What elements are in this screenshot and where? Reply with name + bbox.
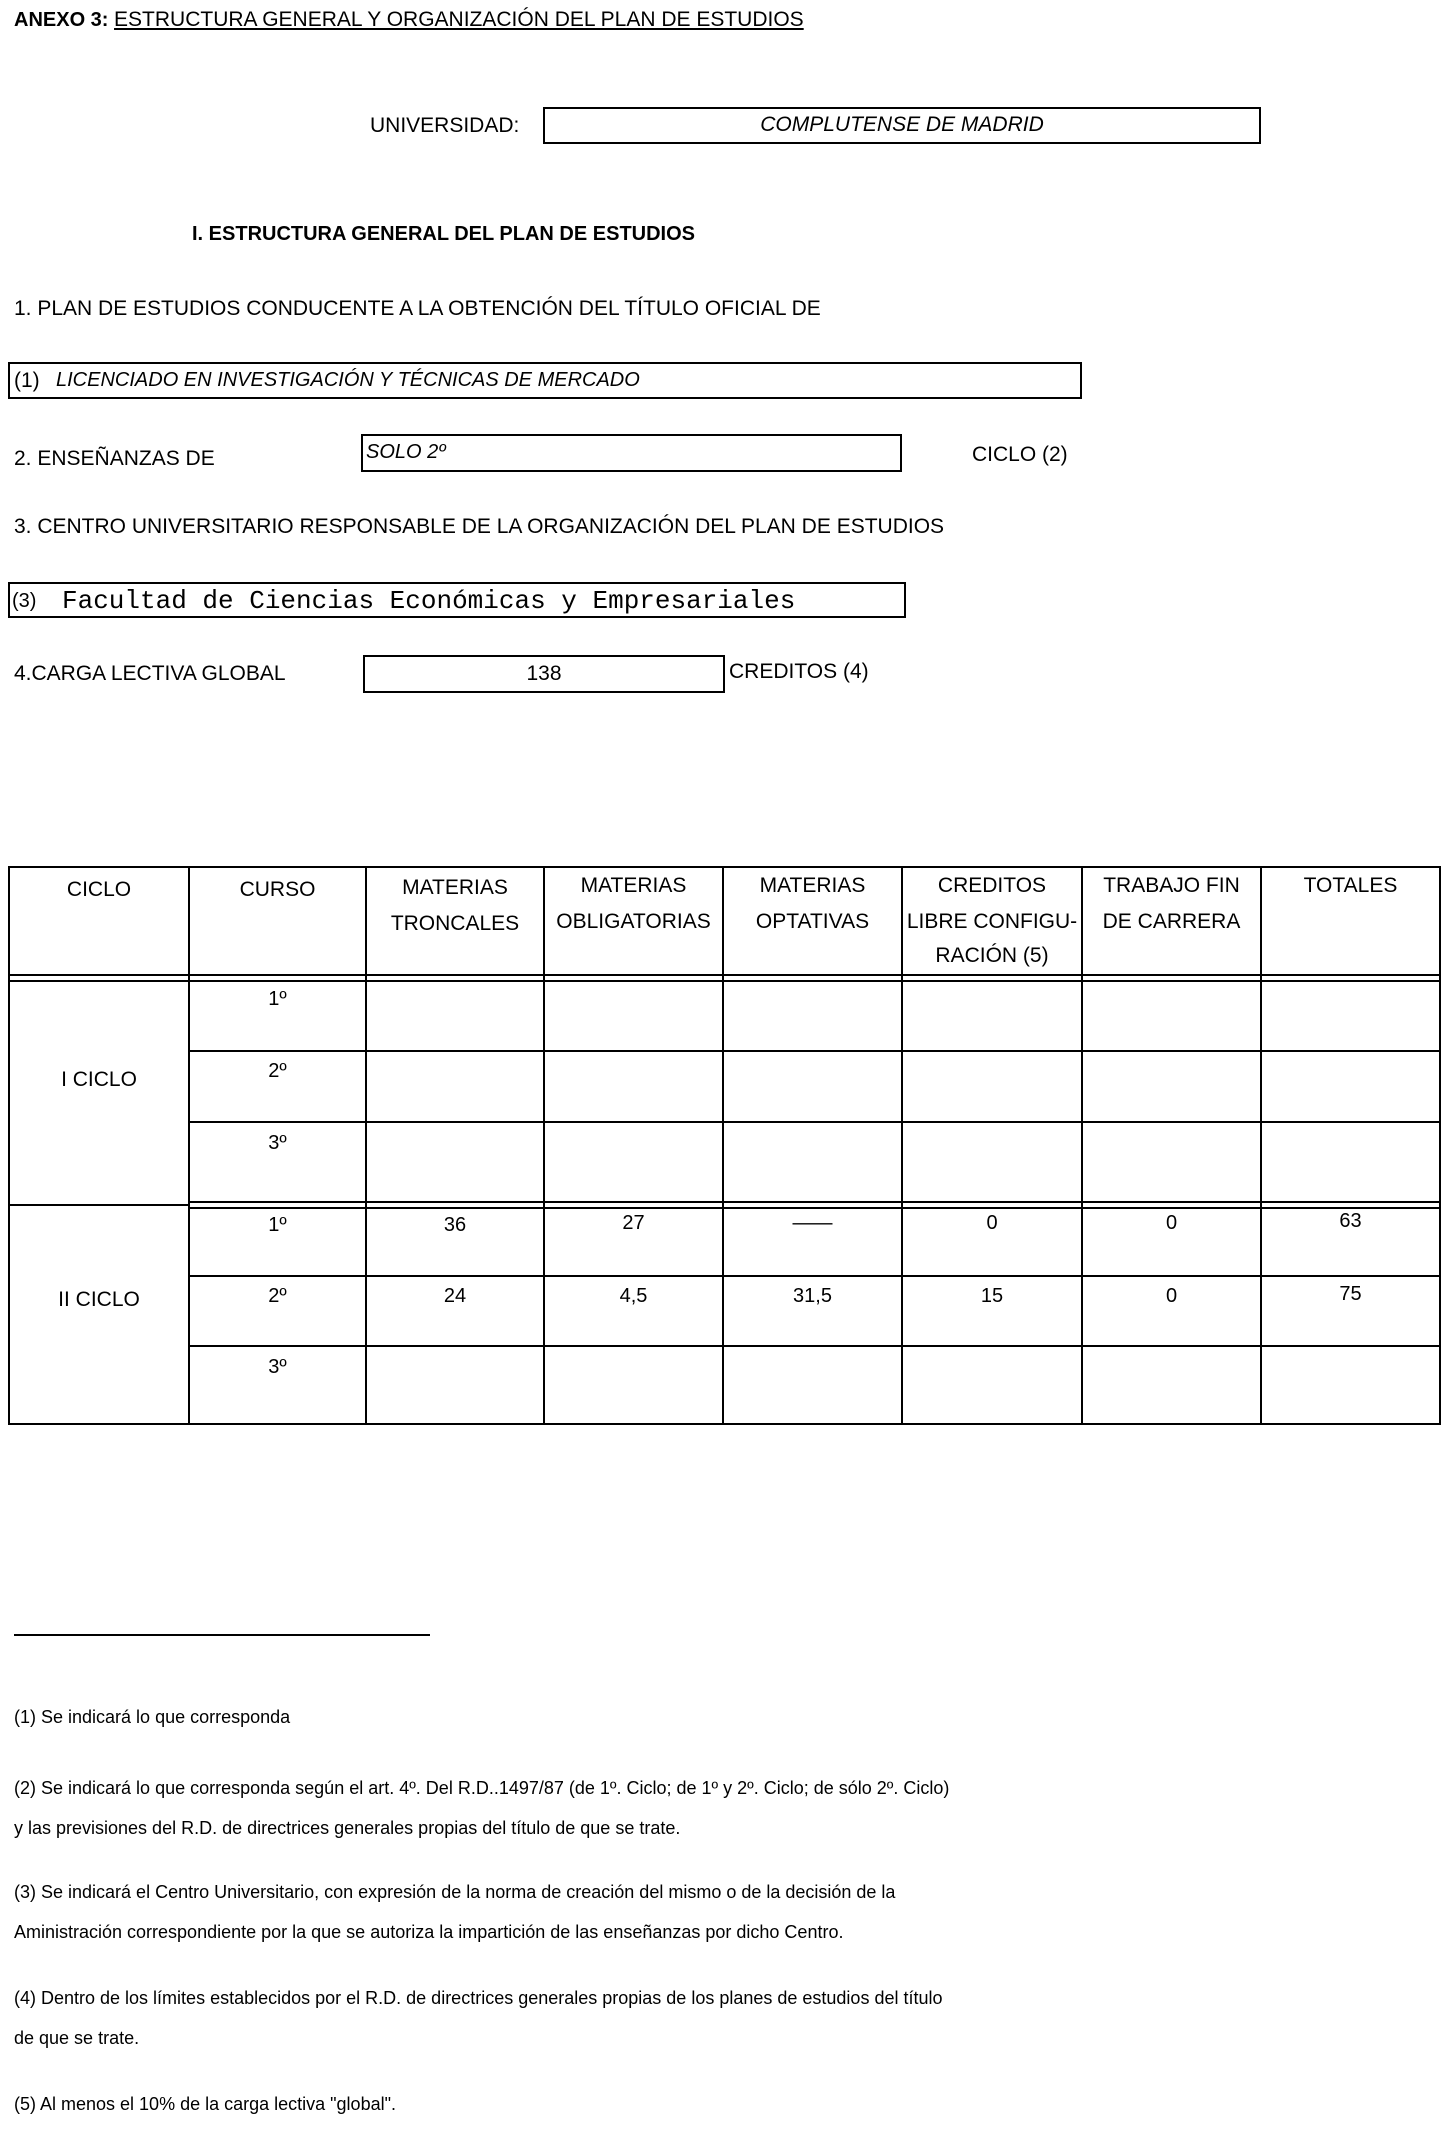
header-trabajo-1: TRABAJO FIN (1103, 874, 1240, 897)
ciclo1-curso-1: 1º (268, 988, 287, 1010)
header-libre-1: CREDITOS (937, 874, 1047, 897)
degree-value: LICENCIADO EN INVESTIGACIÓN Y TÉCNICAS DE MERCADO (56, 369, 640, 391)
row-rule (188, 1275, 1439, 1277)
header-totales: TOTALES (1303, 874, 1398, 897)
section-title: I. ESTRUCTURA GENERAL DEL PLAN DE ESTUDIOS (192, 223, 696, 245)
footnote-4a: (4) Dentro de los límites establecidos por el R.D. de directrices generales propias de los planes de estudios del título (14, 1988, 943, 2008)
item2-label: 2. ENSEÑANZAS DE (14, 447, 215, 470)
footnote-rule (14, 1634, 430, 1636)
table-vline (722, 868, 724, 1423)
center-value: Facultad de Ciencias Económicas y Empresariales (62, 586, 796, 616)
ciclo-rule (188, 1207, 1439, 1209)
header-rule (10, 980, 1439, 982)
footnote-5: (5) Al menos el 10% de la carga lectiva "global". (14, 2094, 396, 2114)
item3-label: 3. CENTRO UNIVERSITARIO RESPONSABLE DE LA ORGANIZACIÓN DEL PLAN DE ESTUDIOS (14, 515, 945, 538)
credits-table (8, 866, 1441, 1425)
ciclo1-curso-2: 2º (268, 1060, 287, 1082)
footnote-3b: Aministración correspondiente por la que se autoriza la impartición de las enseñanzas por dicho Centro. (14, 1922, 844, 1942)
university-label: UNIVERSIDAD: (370, 114, 520, 137)
ciclo2-row2-optativas: 31,5 (793, 1285, 832, 1307)
ciclo2-label: II CICLO (58, 1288, 140, 1311)
header-troncales-1: MATERIAS (402, 876, 508, 899)
ciclo2-row2-obligatorias: 4,5 (619, 1285, 648, 1307)
footnote-2a: (2) Se indicará lo que corresponda según el art. 4º. Del R.D..1497/87 (de 1º. Ciclo; de 1º y 2º. Ciclo; de sólo 2º. Ciclo) (14, 1778, 950, 1798)
table-vline (1081, 868, 1083, 1423)
ciclo1-curso-3: 3º (268, 1132, 287, 1154)
credits-suffix: CREDITOS (4) (729, 660, 869, 683)
ciclo2-row1-obligatorias: 27 (622, 1212, 645, 1234)
item1-label: 1. PLAN DE ESTUDIOS CONDUCENTE A LA OBTENCIÓN DEL TÍTULO OFICIAL DE (14, 297, 821, 320)
header-obligatorias-2: OBLIGATORIAS (556, 910, 711, 933)
footnote-1: (1) Se indicará lo que corresponda (14, 1707, 291, 1727)
annex-heading (14, 8, 804, 32)
credits-value: 138 (526, 662, 562, 685)
ciclo2-row1-curso: 1º (268, 1214, 287, 1236)
annex-title: ESTRUCTURA GENERAL Y ORGANIZACIÓN DEL PLAN DE ESTUDIOS (114, 8, 804, 31)
degree-ref: (1) (14, 369, 40, 392)
ciclo2-row2-troncales: 24 (443, 1285, 467, 1307)
header-troncales-2: TRONCALES (390, 912, 520, 935)
header-rule (10, 974, 1439, 976)
row-rule (188, 1121, 1439, 1123)
ciclo-rule (188, 1201, 1439, 1203)
ciclo2-row3-curso: 3º (268, 1356, 287, 1378)
footnote-3a: (3) Se indicará el Centro Universitario, con expresión de la norma de creación del mismo o de la decisión de la (14, 1882, 896, 1902)
ciclo2-row2-curso: 2º (268, 1285, 287, 1307)
cycle-suffix: CICLO (2) (972, 443, 1068, 466)
ciclo2-row2-libre: 15 (980, 1285, 1004, 1307)
header-optativas-1: MATERIAS (759, 874, 866, 897)
center-ref: (3) (12, 590, 37, 612)
header-libre-3: RACIÓN (5) (935, 944, 1049, 967)
ciclo2-row1-totales: 63 (1339, 1210, 1362, 1232)
university-value: COMPLUTENSE DE MADRID (760, 113, 1044, 136)
ciclo2-row1-troncales: 36 (443, 1214, 467, 1236)
ciclo2-row1-trabajo: 0 (1165, 1212, 1178, 1234)
cycle-value: SOLO 2º (366, 441, 446, 463)
ciclo-rule (10, 1204, 188, 1206)
table-vline (365, 868, 367, 1423)
annex-prefix: ANEXO 3: (14, 9, 109, 31)
ciclo2-row1-optativas: —— (792, 1212, 833, 1234)
row-rule (188, 1345, 1439, 1347)
header-ciclo: CICLO (66, 878, 132, 901)
header-libre-2: LIBRE CONFIGU- (906, 910, 1078, 933)
table-vline (543, 868, 545, 1423)
footnote-2b: y las previsiones del R.D. de directrices generales propias del título de que se trate. (14, 1818, 681, 1838)
header-optativas-2: OPTATIVAS (755, 910, 870, 933)
ciclo1-label: I CICLO (61, 1068, 137, 1091)
footnote-4b: de que se trate. (14, 2028, 140, 2048)
header-trabajo-2: DE CARRERA (1102, 910, 1241, 933)
ciclo2-row1-libre: 0 (986, 1212, 998, 1234)
ciclo2-row2-totales: 75 (1339, 1283, 1362, 1305)
header-curso: CURSO (239, 878, 316, 901)
header-obligatorias-1: MATERIAS (580, 874, 687, 897)
row-rule (188, 1050, 1439, 1052)
ciclo2-row2-trabajo: 0 (1165, 1285, 1178, 1307)
item4-label: 4.CARGA LECTIVA GLOBAL (14, 662, 286, 685)
table-vline (1260, 868, 1262, 1423)
